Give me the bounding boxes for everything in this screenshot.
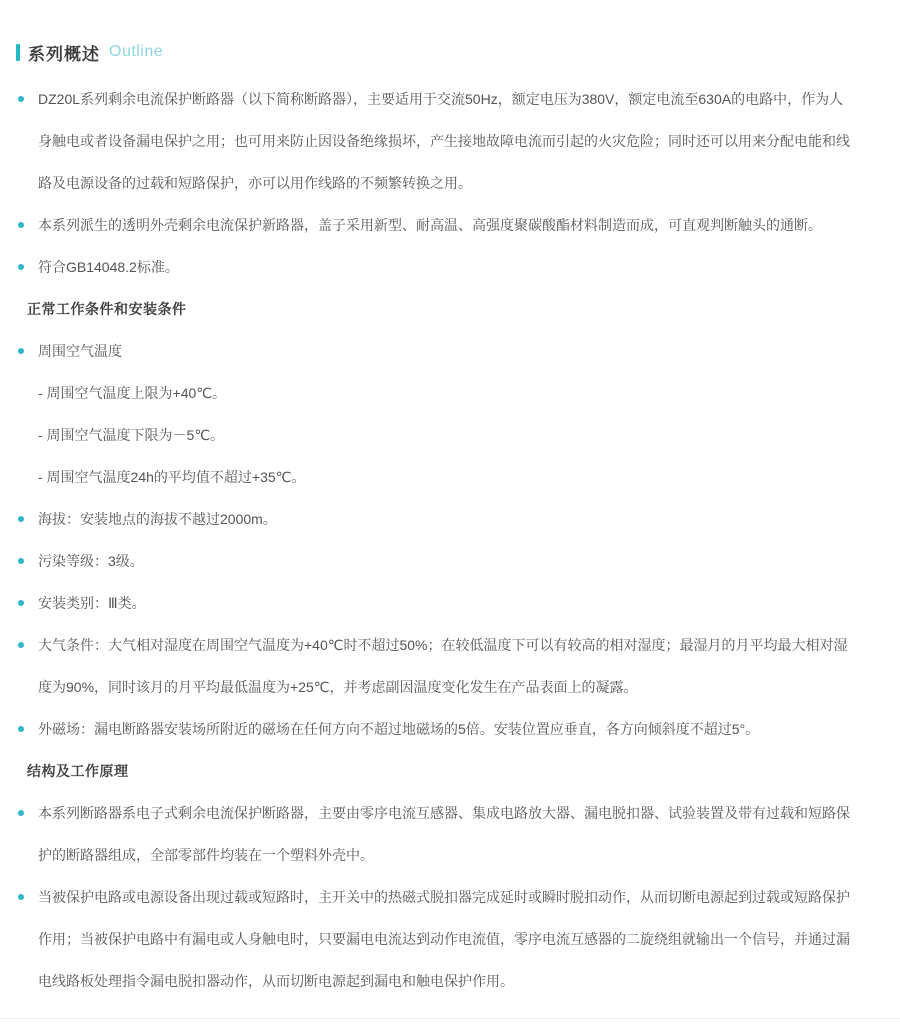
bullet-item xyxy=(0,204,900,246)
document-content xyxy=(0,78,900,1002)
bullet-text: 本系列派生的透明外壳剩余电流保护新路器，盖子采用新型、耐高温、高强度聚碳酸酯材料制造而成，可直观判断触头的通断。 xyxy=(38,217,822,233)
section-header xyxy=(0,0,900,62)
bullet-item xyxy=(0,246,900,288)
sub-item-text: - 周围空气温度上限为+40℃。 xyxy=(38,385,227,401)
bottom-divider xyxy=(0,1018,900,1019)
sub-item xyxy=(0,414,900,456)
bullet-dot-icon xyxy=(18,642,24,648)
bullet-text: 符合GB14048.2标准。 xyxy=(38,259,179,275)
bullet-item xyxy=(0,78,900,204)
bullet-item xyxy=(0,876,900,1002)
bullet-dot-icon xyxy=(18,726,24,732)
bullet-dot-icon xyxy=(18,558,24,564)
bullet-text: 外磁场：漏电断路器安装场所附近的磁场在任何方向不超过地磁场的5倍。安装位置应垂直，各方向倾斜度不超过5°。 xyxy=(38,721,760,737)
bullet-item xyxy=(0,540,900,582)
title-accent-bar-icon xyxy=(16,44,20,61)
section-title-cn: 系列概述 xyxy=(28,44,100,64)
sub-item xyxy=(0,456,900,498)
bullet-text: 大气条件：大气相对湿度在周围空气温度为+40℃时不超过50%；在较低温度下可以有较高的相对湿度；最湿月的月平均最大相对湿度为90%，同时该月的月平均最低温度为+25℃，并考虑副因温度变化发生在产品表面上的凝露。 xyxy=(38,637,848,695)
bullet-text: 海拔：安装地点的海拔不越过2000m。 xyxy=(38,511,277,527)
bullet-dot-icon xyxy=(18,600,24,606)
bullet-dot-icon xyxy=(18,264,24,270)
sub-item-text: - 周围空气温度下限为－5℃。 xyxy=(38,427,225,443)
bullet-text: 污染等级：3级。 xyxy=(38,553,144,569)
sub-item-text: - 周围空气温度24h的平均值不超过+35℃。 xyxy=(38,469,306,485)
bullet-text: 本系列断路器系电子式剩余电流保护断路器，主要由零序电流互感器、集成电路放大器、漏电脱扣器、试验装置及带有过载和短路保护的断路器组成，全部零部件均装在一个塑料外壳中。 xyxy=(38,805,850,863)
bullet-text: 周围空气温度 xyxy=(38,343,122,359)
bullet-item xyxy=(0,624,900,708)
bullet-item xyxy=(0,708,900,750)
bullet-item xyxy=(0,792,900,876)
subsection-heading: 正常工作条件和安装条件 xyxy=(27,301,187,317)
sub-item xyxy=(0,372,900,414)
bullet-item xyxy=(0,498,900,540)
bullet-item xyxy=(0,582,900,624)
bullet-text: 当被保护电路或电源设备出现过载或短路时，主开关中的热磁式脱扣器完成延时或瞬时脱扣动作，从而切断电源起到过载或短路保护作用；当被保护电路中有漏电或人身触电时，只要漏电电流达到动作电流值，零序电流互感器的二旋绕组就输出一个信号，并通过漏电线路板处理指令漏电脱扣器动作，从而切断电源起到漏电和触电保护作用。 xyxy=(38,889,850,989)
bullet-dot-icon xyxy=(18,222,24,228)
bullet-text: DZ20L系列剩余电流保护断路器（以下简称断路器），主要适用于交流50Hz，额定电压为380V，额定电流至630A的电路中，作为人身触电或者设备漏电保护之用；也可用来防止因设备绝缘损坏，产生接地故障电流而引起的火灾危险；同时还可以用来分配电能和线路及电源设备的过载和短路保护，亦可以用作线路的不频繁转换之用。 xyxy=(38,91,850,191)
bullet-dot-icon xyxy=(18,96,24,102)
section-title-en: Outline xyxy=(109,43,164,60)
bullet-text: 安装类别：Ⅲ类。 xyxy=(38,595,146,611)
bullet-item xyxy=(0,330,900,372)
bullet-dot-icon xyxy=(18,516,24,522)
bullet-dot-icon xyxy=(18,810,24,816)
bullet-dot-icon xyxy=(18,348,24,354)
bullet-dot-icon xyxy=(18,894,24,900)
subsection-heading: 结构及工作原理 xyxy=(27,763,129,779)
